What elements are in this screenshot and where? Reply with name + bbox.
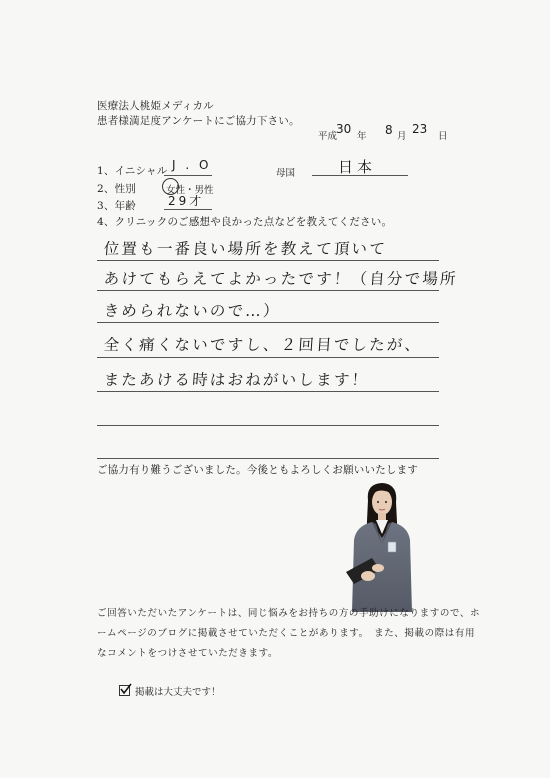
date-day-unit: 日	[438, 131, 448, 142]
age-value: 29才	[168, 194, 205, 208]
country-label: 母国	[276, 168, 296, 179]
gender-options: 女性・男性	[166, 185, 214, 196]
date-year: 30	[336, 122, 352, 136]
answer-rule	[97, 425, 439, 426]
answer-line: きめられないので…）	[103, 302, 282, 320]
initials-underline	[164, 175, 212, 176]
answer-rule	[97, 322, 439, 323]
initials-label: 1、イニシャル	[97, 165, 168, 177]
notice-line: なコメントをつけさせていただきます。	[97, 648, 279, 659]
age-label: 3、年齢	[97, 200, 136, 212]
answer-rule	[97, 357, 439, 358]
date-month-unit: 月	[397, 131, 407, 142]
answer-rule	[97, 458, 439, 459]
answer-line: またあける時はおねがいします！	[103, 371, 370, 389]
initials-value: J . O	[172, 158, 212, 172]
answer-rule	[97, 260, 439, 261]
answer-rule	[97, 290, 439, 291]
notice-line: ご回答いただいたアンケートは、同じ悩みをお持ちの方の手助けになりますので、ホ	[97, 608, 481, 619]
answer-rule	[97, 391, 439, 392]
clinic-name: 医療法人桃姫メディカル	[97, 100, 214, 112]
checkmark-icon	[120, 683, 132, 695]
date-year-unit: 年	[357, 131, 367, 142]
answer-line: 位置も一番良い場所を教えて頂いて	[103, 240, 388, 258]
thanks-text: ご協力有り難うございました。今後ともよろしくお願いいたします	[97, 464, 418, 476]
country-value: 日本	[338, 158, 377, 176]
gender-label: 2、性別	[97, 183, 136, 195]
notice-line: ームページのブログに掲載させていただくことがあります。 また、掲載の際は有用	[97, 628, 476, 639]
age-underline	[164, 209, 212, 210]
date-month: 8	[385, 123, 393, 137]
consent-label: 掲載は大丈夫です！	[135, 687, 221, 698]
answer-line: あけてもらえてよかったです！（自分で場所	[103, 270, 459, 288]
question-4-label: 4、クリニックのご感想や良かった点などを教えてください。	[97, 216, 393, 228]
staff-photo	[338, 480, 426, 612]
consent-checkbox[interactable]	[119, 685, 130, 696]
survey-request: 患者様満足度アンケートにご協力下さい。	[97, 115, 300, 127]
date-era: 平成	[318, 131, 338, 142]
answer-line: 全く痛くないですし、２回目でしたが、	[103, 336, 423, 354]
country-underline	[312, 175, 408, 176]
date-day: 23	[412, 122, 428, 136]
